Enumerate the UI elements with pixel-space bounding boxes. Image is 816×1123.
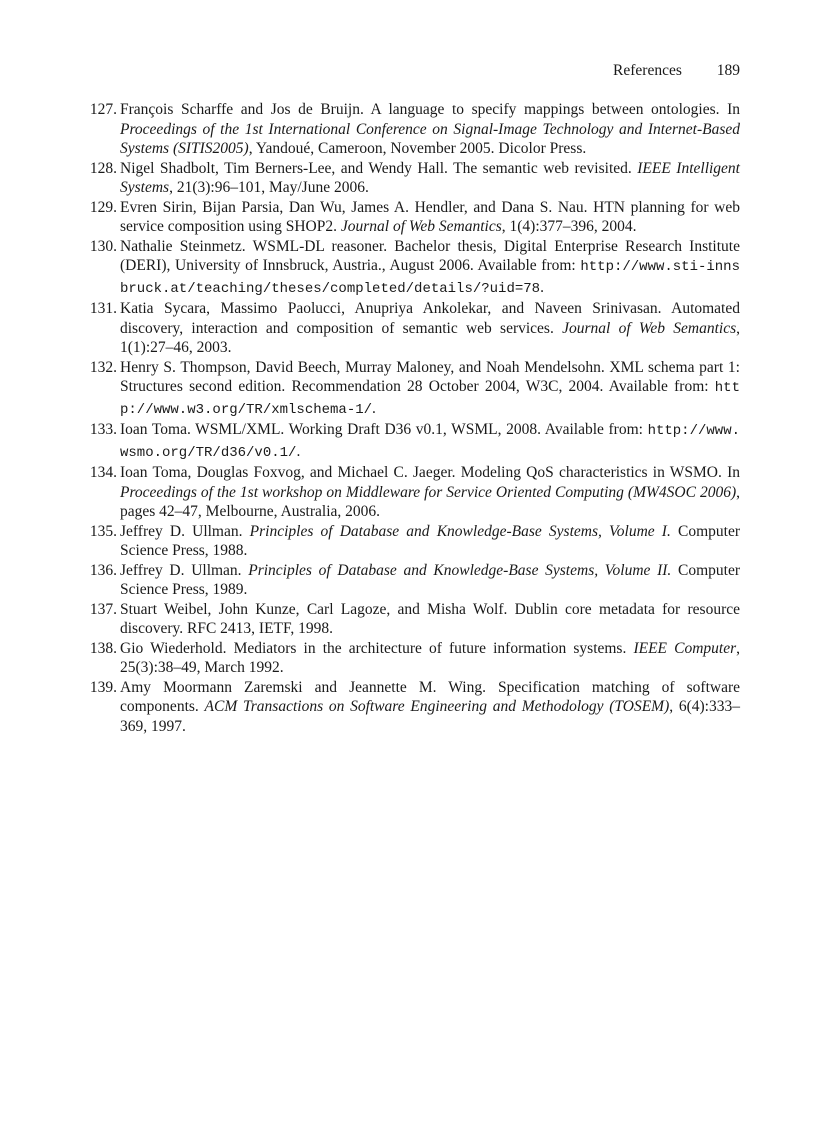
reference-entry — [76, 159, 740, 198]
reference-text-segment: . — [372, 399, 376, 417]
reference-number: 130. — [89, 237, 117, 255]
reference-title-italic: Proceedings of the 1st International Conference on Signal-Image Technology and Internet-Based Systems (SITIS2005) — [120, 120, 740, 157]
reference-text-segment: , 25(3):38–49, March 1992. — [120, 639, 740, 676]
reference-title-italic: Journal of Web Semantics — [340, 218, 502, 235]
running-head-section: References — [613, 62, 682, 79]
reference-entry — [76, 299, 740, 358]
reference-number: 128. — [89, 159, 117, 177]
reference-entry — [76, 678, 740, 737]
reference-number: 135. — [89, 522, 117, 540]
reference-text-segment: , Yandoué, Cameroon, November 2005. Dicolor Press. — [248, 140, 587, 157]
reference-text — [120, 639, 740, 678]
reference-text — [120, 600, 740, 639]
reference-text-segment: Jeffrey D. Ullman. — [120, 522, 250, 540]
reference-text-segment: Stuart Weibel, John Kunze, Carl Lagoze, and Misha Wolf. Dublin core metadata for resource discovery. RFC 2413, IETF, 1998. — [120, 600, 740, 637]
reference-text — [120, 420, 740, 463]
reference-number: 127. — [89, 101, 117, 118]
reference-text — [120, 198, 740, 237]
reference-text-segment: . — [296, 442, 301, 460]
reference-entry — [76, 237, 740, 300]
reference-text — [120, 358, 740, 421]
reference-entry — [76, 358, 740, 421]
running-head — [76, 62, 740, 84]
reference-number: 133. — [89, 421, 117, 438]
reference-list — [76, 100, 740, 736]
reference-text-segment: , 6(4):333–369, 1997. — [120, 698, 740, 735]
reference-text-segment: Evren Sirin, Bijan Parsia, Dan Wu, James A. Hendler, and Dana S. Nau. HTN planning for web service composition using SHOP2. — [120, 198, 740, 235]
reference-number: 132. — [89, 358, 117, 376]
reference-text-segment: . — [540, 278, 544, 296]
reference-text-segment: Computer Science Press, 1989. — [120, 561, 740, 598]
reference-title-italic: IEEE Computer — [633, 639, 737, 657]
reference-url: http://www.wsmo.org/TR/d36/v0.1/ — [120, 423, 740, 461]
reference-text-segment: Henry S. Thompson, David Beech, Murray Maloney, and Noah Mendelsohn. XML schema part 1: Structures second edition. Recommendation 28 October 2004, W3C, 2004. Available from: — [120, 358, 740, 395]
reference-url: http://www.sti-innsbruck.at/teaching/theses/completed/details/?uid=78 — [120, 259, 740, 297]
reference-text-segment: , pages 42–47, Melbourne, Australia, 2006. — [120, 483, 740, 520]
reference-number: 129. — [89, 198, 117, 216]
reference-title-italic: ACM Transactions on Software Engineering and Methodology (TOSEM) — [204, 698, 670, 715]
reference-text-segment: , 1(1):27–46, 2003. — [120, 319, 740, 356]
reference-text-segment: Gio Wiederhold. Mediators in the architecture of future information systems. — [120, 639, 634, 657]
reference-text — [120, 678, 740, 737]
reference-text-segment: François Scharffe and Jos de Bruijn. A language to specify mappings between ontologies. In — [120, 101, 740, 118]
reference-number: 136. — [89, 561, 117, 579]
reference-text — [120, 299, 740, 358]
reference-number: 137. — [89, 600, 117, 618]
reference-url: http://www.w3.org/TR/xmlschema-1/ — [120, 380, 740, 418]
reference-entry — [76, 639, 740, 678]
reference-text — [120, 463, 740, 522]
reference-text-segment: Ioan Toma, Douglas Foxvog, and Michael C. Jaeger. Modeling QoS characteristics in WSMO. In — [120, 464, 740, 481]
reference-text — [120, 237, 740, 300]
reference-title-italic: Principles of Database and Knowledge-Base Systems, Volume II. — [248, 561, 672, 579]
reference-text-segment: , 1(4):377–396, 2004. — [501, 218, 637, 235]
reference-number: 138. — [89, 639, 117, 657]
reference-entry — [76, 522, 740, 561]
reference-text-segment: Jeffrey D. Ullman. — [120, 561, 249, 579]
reference-text-segment: Nathalie Steinmetz. WSML-DL reasoner. Bachelor thesis, Digital Enterprise Research Institute (DERI), University of Innsbruck, Austria., August 2006. Available from: — [120, 237, 740, 274]
reference-number: 131. — [89, 300, 117, 317]
reference-text — [120, 522, 740, 561]
reference-entry — [76, 463, 740, 522]
reference-text — [120, 561, 740, 600]
page-number: 189 — [716, 62, 740, 79]
reference-text-segment: Nigel Shadbolt, Tim Berners-Lee, and Wendy Hall. The semantic web revisited. — [120, 159, 638, 177]
reference-entry — [76, 420, 740, 463]
reference-number: 134. — [89, 464, 117, 481]
reference-title-italic: Proceedings of the 1st workshop on Middleware for Service Oriented Computing (MW4SOC 2006) — [120, 483, 737, 501]
reference-text — [120, 159, 740, 198]
reference-title-italic: IEEE Intelligent Systems — [120, 159, 740, 196]
reference-entry — [76, 198, 740, 237]
reference-entry — [76, 600, 740, 639]
reference-text-segment: Amy Moormann Zaremski and Jeannette M. Wing. Specification matching of software components. — [120, 678, 740, 715]
reference-entry — [76, 100, 740, 159]
reference-text-segment: Computer Science Press, 1988. — [120, 522, 740, 559]
reference-title-italic: Journal of Web Semantics — [562, 319, 737, 337]
reference-text-segment: Ioan Toma. WSML/XML. Working Draft D36 v0.1, WSML, 2008. Available from: — [120, 421, 648, 438]
reference-text-segment: , 21(3):96–101, May/June 2006. — [169, 179, 369, 196]
reference-number: 139. — [89, 678, 117, 696]
reference-title-italic: Principles of Database and Knowledge-Base Systems, Volume I. — [249, 522, 671, 540]
reference-text-segment: Katia Sycara, Massimo Paolucci, Anupriya Ankolekar, and Naveen Srinivasan. Automated discovery, interaction and composition of semantic web services. — [120, 300, 740, 337]
reference-text — [120, 100, 740, 159]
reference-entry — [76, 561, 740, 600]
